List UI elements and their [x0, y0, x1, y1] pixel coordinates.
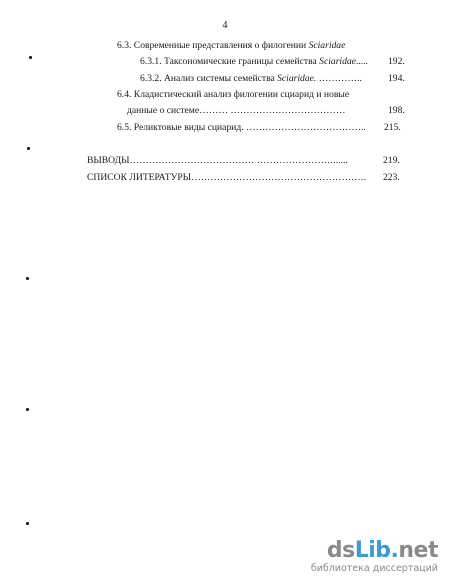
toc-text: 6.3.2. Анализ системы семейства	[140, 73, 278, 84]
scan-mark	[26, 522, 29, 525]
toc-italic-text: Sciaridae	[319, 56, 356, 67]
toc-entry-6-3	[117, 40, 345, 52]
page-number: 4	[222, 20, 228, 31]
toc-entry-6-4-cont	[127, 105, 345, 117]
toc-entry-6-3-1	[140, 56, 368, 68]
toc-entry-conclusions	[87, 155, 348, 167]
toc-text: данные о системе……… ………………………………	[127, 105, 346, 116]
toc-page-ref: 215.	[384, 122, 401, 133]
toc-page-ref: 219.	[383, 155, 400, 166]
toc-text: 6.5. Реликтовые виды сциарид. ………………………………..	[117, 122, 366, 133]
toc-italic-text: Sciaridae.	[277, 73, 317, 84]
toc-text: 6.4. Кладистический анализ филогении сциарид и новые	[117, 89, 350, 100]
toc-leader: …………..	[316, 73, 362, 84]
scan-mark	[27, 147, 30, 150]
toc-page-ref: 192.	[388, 56, 405, 67]
toc-page-ref: 223.	[383, 172, 400, 183]
scan-mark	[26, 408, 29, 411]
toc-italic-text: Sciaridae	[308, 40, 346, 51]
toc-entry-6-3-2	[140, 73, 362, 85]
toc-text: СПИСОК ЛИТЕРАТУРЫ……………………………………………….	[87, 172, 367, 183]
scan-mark	[29, 56, 32, 59]
watermark	[288, 540, 438, 574]
toc-page-ref: 198.	[388, 105, 405, 116]
toc-text: ВЫВОДЫ………………………………… ……………………......	[87, 155, 348, 166]
toc-entry-6-5	[117, 122, 366, 134]
toc-entry-references	[87, 172, 366, 184]
toc-page-ref: 194.	[388, 73, 405, 84]
toc-text: 6.3.1. Таксономические границы семейства	[140, 56, 320, 67]
watermark-subtitle: библиотека диссертаций	[310, 563, 438, 574]
scan-mark	[26, 277, 29, 280]
toc-entry-6-4	[117, 89, 349, 101]
toc-leader: .....	[355, 56, 368, 67]
watermark-logo: dsLib.net	[326, 538, 438, 563]
toc-text: 6.3. Современные представления о филогении	[117, 40, 309, 51]
